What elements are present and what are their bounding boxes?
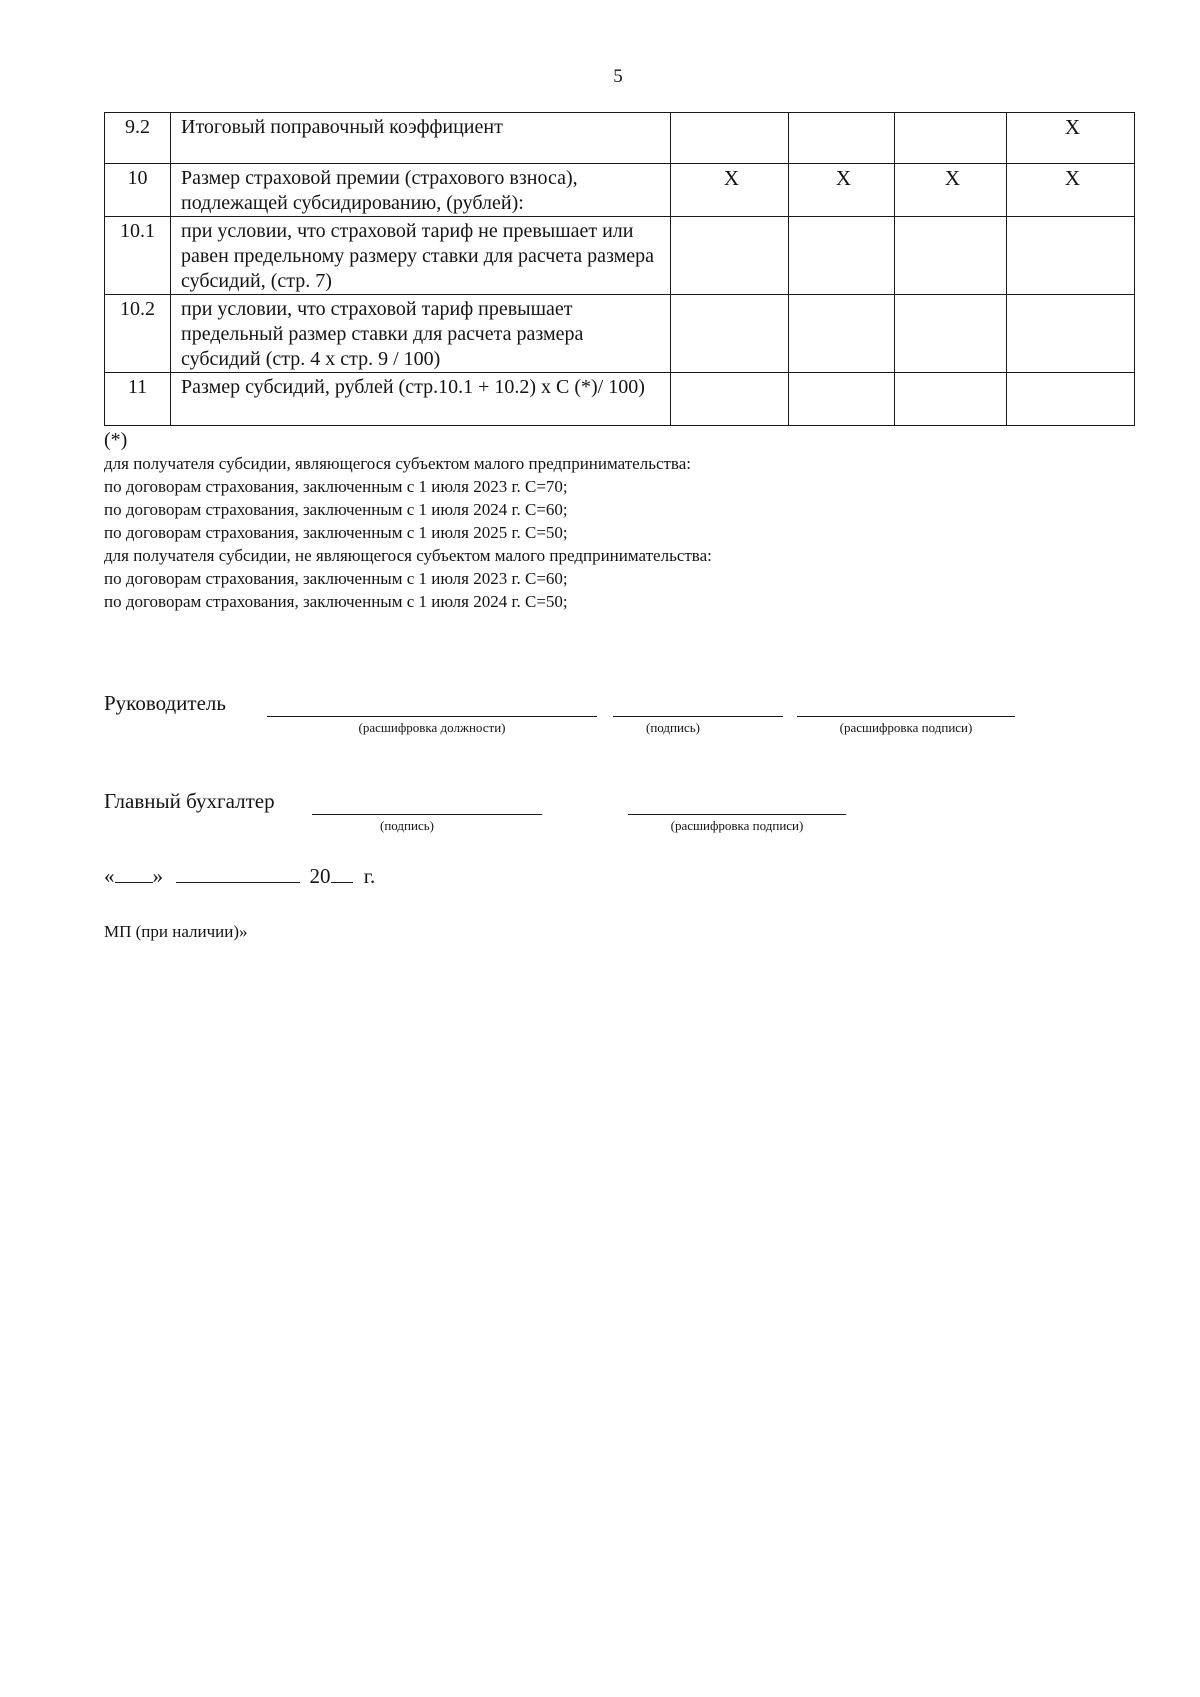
row-number: 11 [105,373,171,426]
footnote-line: для получателя субсидии, являющегося субъектом малого предпринимательства: [104,454,691,473]
value-cell [895,373,1007,426]
footnote-line: по договорам страхования, заключенным с 1 июля 2023 г. С=60; [104,569,568,588]
footnote-line: по договорам страхования, заключенным с 1 июля 2023 г. С=70; [104,477,568,496]
stamp-note: МП (при наличии)» [104,922,248,941]
footnote-line: для получателя субсидии, не являющегося субъектом малого предпринимательства: [104,546,712,565]
accountant-name-caption: (расшифровка подписи) [670,818,804,833]
head-signature-caption: (подпись) [646,720,700,735]
table-row [105,113,1135,164]
value-cell [671,217,789,295]
footnote-line: по договорам страхования, заключенным с 1 июля 2024 г. С=60; [104,500,568,519]
accountant-signature-caption: (подпись) [380,818,434,833]
value-cell [895,217,1007,295]
accountant-label: Главный бухгалтер [104,789,275,813]
subsidy-calculation-table [104,112,1135,426]
row-description: Итоговый поправочный коэффициент [171,113,671,164]
year-suffix: г. [363,864,376,888]
value-cell [789,295,895,373]
year-blank[interactable] [331,862,353,883]
footnote-line: по договорам страхования, заключенным с 1 июля 2024 г. С=50; [104,592,568,611]
accountant-name-line[interactable] [628,814,846,815]
head-name-line[interactable] [797,716,1015,717]
row-number: 9.2 [105,113,171,164]
value-cell: X [1007,164,1135,217]
date-field [104,862,375,889]
date-close-quote: » [152,864,163,888]
head-position-caption: (расшифровка должности) [358,720,506,735]
value-cell [671,113,789,164]
row-description: Размер субсидий, рублей (стр.10.1 + 10.2) х С (*)/ 100) [171,373,671,426]
value-cell: X [895,164,1007,217]
value-cell [789,113,895,164]
head-position-line[interactable] [267,716,597,717]
value-cell [1007,373,1135,426]
table-row [105,373,1135,426]
page-number: 5 [613,66,623,87]
accountant-signature-line[interactable] [312,814,542,815]
value-cell [1007,217,1135,295]
head-signature-line[interactable] [613,716,783,717]
date-open-quote: « [104,864,115,888]
table-row [105,217,1135,295]
footnote [104,428,1004,613]
table-row [105,295,1135,373]
value-cell [895,113,1007,164]
value-cell [789,217,895,295]
row-number: 10.2 [105,295,171,373]
month-blank[interactable] [176,862,300,883]
value-cell [789,373,895,426]
footnote-marker: (*) [104,429,128,451]
row-number: 10 [105,164,171,217]
value-cell: X [789,164,895,217]
value-cell [895,295,1007,373]
table-row [105,164,1135,217]
value-cell [1007,295,1135,373]
value-cell [671,373,789,426]
value-cell [671,295,789,373]
value-cell: X [1007,113,1135,164]
row-description: Размер страховой премии (страхового взноса), подлежащей субсидированию, (рублей): [171,164,671,217]
head-label: Руководитель [104,691,226,715]
row-number: 10.1 [105,217,171,295]
year-prefix: 20 [309,864,331,888]
footnote-line: по договорам страхования, заключенным с 1 июля 2025 г. С=50; [104,523,568,542]
row-description: при условии, что страховой тариф превышает предельный размер ставки для расчета размера субсидий (стр. 4 х стр. 9 / 100) [171,295,671,373]
day-blank[interactable] [115,862,153,883]
head-name-caption: (расшифровка подписи) [839,720,973,735]
row-description: при условии, что страховой тариф не превышает или равен предельному размеру ставки для расчета размера субсидий, (стр. 7) [171,217,671,295]
value-cell: X [671,164,789,217]
